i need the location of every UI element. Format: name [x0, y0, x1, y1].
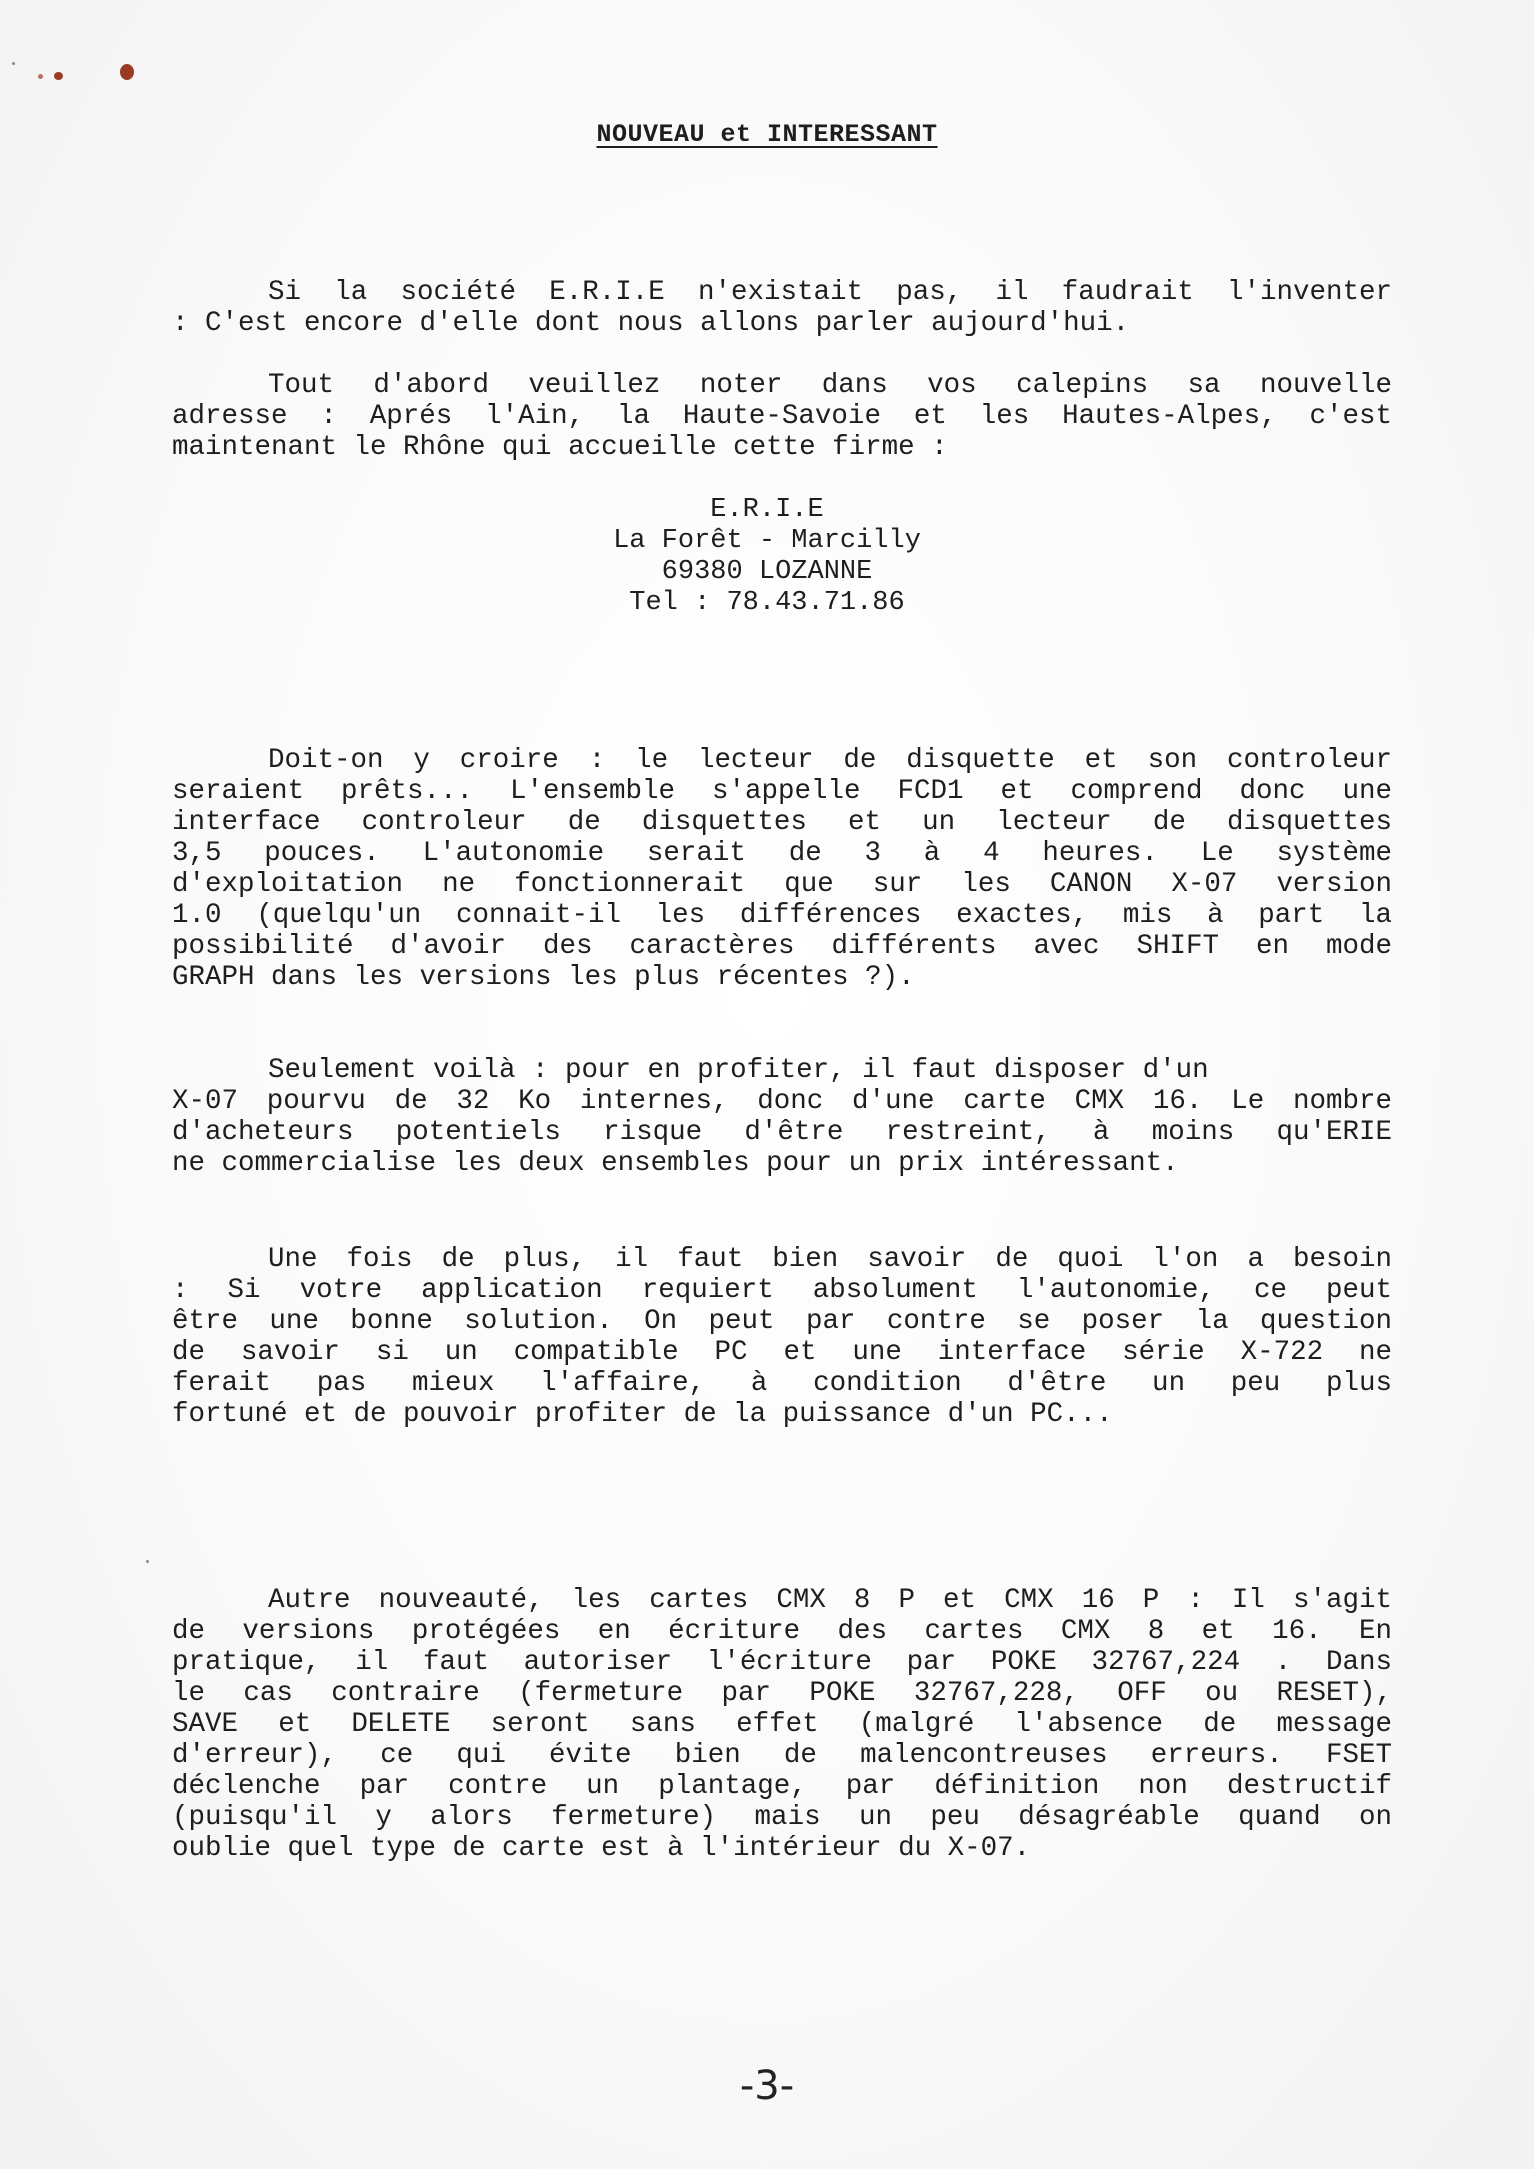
text-line: 1.0 (quelqu'un connait-il les différences exactes, mis à part la: [172, 900, 1392, 931]
text-line: adresse : Aprés l'Ain, la Haute-Savoie et les Hautes-Alpes, c'est: [172, 401, 1392, 432]
text-line: : Si votre application requiert absolument l'autonomie, ce peut: [172, 1275, 1392, 1306]
text-line: ferait pas mieux l'affaire, à condition d'être un peu plus: [172, 1368, 1392, 1399]
text-line: : C'est encore d'elle dont nous allons parler aujourd'hui.: [172, 308, 1130, 339]
paragraph-intro: [172, 277, 1392, 339]
stain-mark: [38, 74, 43, 79]
address-phone: Tel : 78.43.71.86: [629, 588, 905, 618]
paragraph-fcd1: [172, 745, 1392, 993]
text-line: d'erreur), ce qui évite bien de malencontreuses erreurs. FSET: [172, 1740, 1392, 1771]
address-block: [0, 495, 1534, 619]
address-name: E.R.I.E: [710, 495, 824, 525]
text-line: Doit-on y croire : le lecteur de disquette et son controleur: [268, 745, 1392, 776]
page-number: -3-: [739, 2063, 795, 2109]
text-line: 3,5 pouces. L'autonomie serait de 3 à 4 heures. Le système: [172, 838, 1392, 869]
text-line: Autre nouveauté, les cartes CMX 8 P et CMX 16 P : Il s'agit: [268, 1585, 1392, 1616]
speck-mark: [12, 62, 15, 65]
page-title: NOUVEAU et INTERESSANT: [596, 120, 938, 149]
address-city: 69380 LOZANNE: [661, 557, 873, 587]
paragraph-cmx-cards: [172, 1585, 1392, 1864]
paragraph-address-intro: [172, 370, 1392, 463]
text-line: d'exploitation ne fonctionnerait que sur les CANON X-07 version: [172, 869, 1392, 900]
stain-mark: [120, 64, 134, 80]
text-line: Tout d'abord veuillez noter dans vos calepins sa nouvelle: [268, 370, 1392, 401]
text-line: X-07 pourvu de 32 Ko internes, donc d'une carte CMX 16. Le nombre: [172, 1086, 1392, 1117]
text-line: de versions protégées en écriture des cartes CMX 8 et 16. En: [172, 1616, 1392, 1647]
text-line: déclenche par contre un plantage, par définition non destructif: [172, 1771, 1392, 1802]
text-line: SAVE et DELETE seront sans effet (malgré l'absence de message: [172, 1709, 1392, 1740]
text-line: ne commercialise les deux ensembles pour un prix intéressant.: [172, 1148, 1179, 1179]
speck-mark: [146, 1560, 149, 1563]
text-line: possibilité d'avoir des caractères différents avec SHIFT en mode: [172, 931, 1392, 962]
text-line: (puisqu'il y alors fermeture) mais un peu désagréable quand on: [172, 1802, 1392, 1833]
text-line: oublie quel type de carte est à l'intérieur du X-07.: [172, 1833, 1031, 1864]
text-line: d'acheteurs potentiels risque d'être restreint, à moins qu'ERIE: [172, 1117, 1392, 1148]
text-line: GRAPH dans les versions les plus récentes ?).: [172, 962, 915, 993]
address-street: La Forêt - Marcilly: [613, 526, 921, 556]
text-line: maintenant le Rhône qui accueille cette firme :: [172, 432, 948, 463]
paragraph-memory: [172, 1055, 1392, 1179]
text-line: fortuné et de pouvoir profiter de la puissance d'un PC...: [172, 1399, 1113, 1430]
text-line: interface controleur de disquettes et un lecteur de disquettes: [172, 807, 1392, 838]
text-line: le cas contraire (fermeture par POKE 32767,228, OFF ou RESET),: [172, 1678, 1392, 1709]
paragraph-needs: [172, 1244, 1392, 1430]
text-line: seraient prêts... L'ensemble s'appelle FCD1 et comprend donc une: [172, 776, 1392, 807]
text-line: Seulement voilà : pour en profiter, il faut disposer d'un: [268, 1055, 1209, 1086]
stain-mark: [54, 72, 63, 80]
text-line: être une bonne solution. On peut par contre se poser la question: [172, 1306, 1392, 1337]
text-line: de savoir si un compatible PC et une interface série X-722 ne: [172, 1337, 1392, 1368]
text-line: pratique, il faut autoriser l'écriture par POKE 32767,224 . Dans: [172, 1647, 1392, 1678]
text-line: Si la société E.R.I.E n'existait pas, il faudrait l'inventer: [268, 277, 1392, 308]
text-line: Une fois de plus, il faut bien savoir de quoi l'on a besoin: [268, 1244, 1392, 1275]
